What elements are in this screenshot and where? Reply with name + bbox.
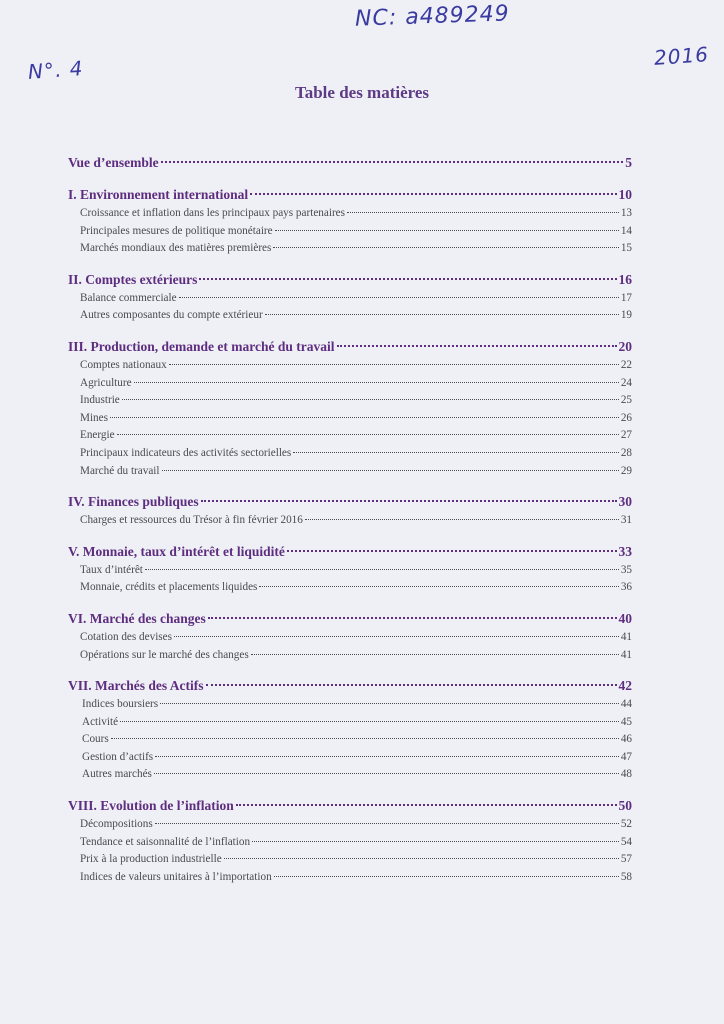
dot-leader: [155, 755, 619, 757]
page-title: Table des matières: [294, 83, 430, 102]
toc-section: [68, 152, 632, 173]
toc-section: [68, 184, 632, 258]
toc-entry: [68, 307, 632, 325]
toc-entry-page: 22: [620, 358, 632, 371]
toc-entry: [68, 223, 632, 241]
dot-leader: [275, 229, 619, 231]
dot-leader: [347, 211, 619, 213]
toc-section: [68, 491, 632, 530]
toc-entry-label: Autres composantes du compte extérieur: [80, 309, 263, 322]
dot-leader: [252, 840, 619, 842]
dot-leader: [199, 277, 616, 280]
toc-section-heading: [68, 675, 632, 696]
toc-section: [68, 541, 632, 597]
dot-leader: [251, 653, 619, 655]
toc-entry: [68, 647, 632, 665]
toc-entry-label: Mines: [80, 411, 108, 424]
toc-section-heading-page: 20: [618, 338, 632, 354]
dot-leader: [161, 160, 624, 163]
toc-section-heading: [68, 184, 632, 205]
toc-entry: [68, 851, 632, 869]
toc-entry-label: Agriculture: [80, 376, 132, 389]
toc-entry-page: 41: [620, 630, 632, 643]
dot-leader: [337, 344, 617, 347]
toc-entry: [68, 375, 632, 393]
toc-section-heading-label: I. Environnement international: [68, 187, 249, 202]
toc-entry: [68, 714, 632, 732]
toc-entry: [68, 562, 632, 580]
dot-leader: [259, 585, 618, 587]
toc-section-heading-label: VIII. Evolution de l’inflation: [68, 798, 234, 814]
toc-section-heading-page: 30: [618, 494, 632, 510]
toc-section-heading-label: II. Comptes extérieurs: [68, 271, 198, 287]
toc-entry: [68, 445, 632, 463]
toc-section-heading: [68, 541, 632, 562]
toc-entry-page: 15: [620, 242, 632, 255]
dot-leader: [273, 246, 618, 248]
toc-section-heading-page: 16: [618, 271, 632, 287]
toc-entry: [68, 512, 632, 530]
dot-leader: [293, 451, 619, 453]
dot-leader: [250, 192, 616, 195]
toc-section-heading: [68, 795, 632, 816]
toc-entry-label: Décompositions: [80, 818, 153, 831]
toc-entry-page: 13: [620, 207, 632, 219]
dot-leader: [169, 363, 619, 365]
toc-entry-label: Croissance et inflation dans les principaux pays partenaires: [80, 207, 345, 219]
toc-section-heading-label: VI. Marché des changes: [68, 610, 206, 626]
toc-entry-label: Autres marchés: [82, 768, 152, 781]
toc-entry: [68, 834, 632, 852]
handwritten-year: 2016: [653, 42, 710, 70]
dot-leader: [224, 857, 619, 859]
toc-entry-label: Monnaie, crédits et placements liquides: [80, 581, 258, 594]
toc-section-heading: [68, 152, 632, 173]
table-of-contents: [68, 152, 632, 897]
toc-entry-label: Opérations sur le marché des changes: [80, 648, 249, 661]
toc-entry: [68, 427, 632, 445]
toc-section-heading: [68, 336, 632, 357]
toc-section: [68, 675, 632, 784]
toc-entry-label: Prix à la production industrielle: [80, 853, 222, 866]
toc-entry-page: 45: [620, 715, 632, 728]
toc-entry-page: 31: [620, 514, 632, 527]
toc-entry-label: Indices de valeurs unitaires à l’importation: [80, 870, 272, 883]
toc-entry-page: 14: [620, 224, 632, 237]
toc-entry: [68, 869, 632, 887]
dot-leader: [236, 803, 617, 806]
dot-leader: [145, 568, 619, 570]
dot-leader: [111, 737, 619, 739]
dot-leader: [174, 635, 619, 637]
toc-entry-label: Charges et ressources du Trésor à fin février 2016: [80, 514, 303, 527]
toc-section-heading-page: 40: [618, 610, 632, 626]
dot-leader: [201, 499, 617, 502]
toc-entry: [68, 463, 632, 481]
toc-entry-page: 25: [620, 394, 632, 407]
toc-entry: [68, 410, 632, 428]
toc-entry-page: 19: [620, 309, 632, 322]
toc-entry: [68, 205, 632, 223]
toc-entry-label: Comptes nationaux: [80, 358, 167, 371]
toc-entry-label: Marchés mondiaux des matières premières: [80, 242, 272, 255]
toc-entry-page: 44: [620, 698, 632, 711]
toc-entry-page: 17: [620, 291, 632, 304]
toc-section-heading-page: 42: [618, 678, 632, 694]
toc-entry-page: 24: [620, 376, 632, 389]
toc-section-heading-label: III. Production, demande et marché du travail: [68, 338, 335, 354]
toc-entry-page: 47: [620, 750, 632, 763]
toc-entry-page: 48: [620, 768, 632, 781]
toc-entry: [68, 731, 632, 749]
toc-entry: [68, 579, 632, 597]
toc-entry-label: Marché du travail: [80, 464, 160, 477]
toc-entry: [68, 629, 632, 647]
toc-entry-label: Gestion d’actifs: [82, 750, 154, 763]
dot-leader: [206, 683, 617, 686]
toc-entry-label: Balance commerciale: [80, 291, 177, 304]
toc-entry-label: Energie: [80, 429, 115, 442]
handwritten-reference: NC: a489249: [354, 1, 511, 32]
toc-section-heading: [68, 269, 632, 290]
dot-leader: [162, 469, 619, 471]
toc-entry-page: 41: [620, 648, 632, 661]
dot-leader: [154, 772, 619, 774]
dot-leader: [160, 702, 619, 704]
toc-entry: [68, 816, 632, 834]
toc-entry: [68, 290, 632, 308]
toc-entry-page: 36: [620, 581, 632, 594]
toc-entry: [68, 392, 632, 410]
toc-entry: [68, 357, 632, 375]
toc-entry-label: Cours: [82, 733, 109, 746]
toc-entry-label: Principaux indicateurs des activités sectorielles: [80, 446, 292, 459]
toc-section-heading-label: Vue d’ensemble: [68, 155, 159, 170]
dot-leader: [179, 296, 619, 298]
toc-entry-page: 57: [620, 853, 632, 866]
dot-leader: [305, 518, 619, 520]
toc-entry: [68, 696, 632, 714]
toc-section-heading-page: 33: [618, 543, 632, 559]
handwritten-number: N°. 4: [27, 56, 85, 84]
dot-leader: [134, 381, 619, 383]
toc-entry-page: 35: [620, 563, 632, 576]
toc-entry-label: Principales mesures de politique monétaire: [80, 224, 273, 237]
toc-entry-page: 52: [620, 818, 632, 831]
toc-entry-label: Cotation des devises: [80, 630, 172, 643]
toc-entry-page: 28: [620, 446, 632, 459]
toc-section: [68, 336, 632, 480]
dot-leader: [208, 616, 617, 619]
toc-section: [68, 795, 632, 886]
toc-section-heading-page: 10: [618, 187, 632, 202]
toc-entry-page: 26: [620, 411, 632, 424]
toc-section: [68, 608, 632, 664]
toc-entry-page: 46: [620, 733, 632, 746]
toc-section-heading: [68, 491, 632, 512]
toc-section-heading-page: 5: [625, 155, 632, 170]
toc-entry-label: Activité: [82, 715, 119, 728]
toc-section-heading-label: V. Monnaie, taux d’intérêt et liquidité: [68, 543, 285, 559]
toc-section-heading: [68, 608, 632, 629]
dot-leader: [122, 398, 619, 400]
toc-section-heading-label: IV. Finances publiques: [68, 494, 199, 510]
dot-leader: [287, 549, 617, 552]
toc-entry: [68, 749, 632, 767]
toc-entry-page: 27: [620, 429, 632, 442]
dot-leader: [117, 433, 619, 435]
toc-entry-page: 58: [620, 870, 632, 883]
dot-leader: [120, 720, 619, 722]
toc-section-heading-page: 50: [618, 798, 632, 814]
toc-entry: [68, 240, 632, 258]
dot-leader: [274, 875, 619, 877]
toc-section: [68, 269, 632, 325]
toc-entry-label: Taux d’intérêt: [80, 563, 143, 576]
toc-section-heading-label: VII. Marchés des Actifs: [68, 678, 204, 694]
dot-leader: [265, 313, 619, 315]
toc-entry-label: Tendance et saisonnalité de l’inflation: [80, 835, 251, 848]
toc-entry-label: Industrie: [80, 394, 120, 407]
toc-entry-page: 54: [620, 835, 632, 848]
toc-entry-label: Indices boursiers: [82, 698, 159, 711]
dot-leader: [155, 822, 619, 824]
toc-entry-page: 29: [620, 464, 632, 477]
toc-entry: [68, 766, 632, 784]
dot-leader: [110, 416, 619, 418]
